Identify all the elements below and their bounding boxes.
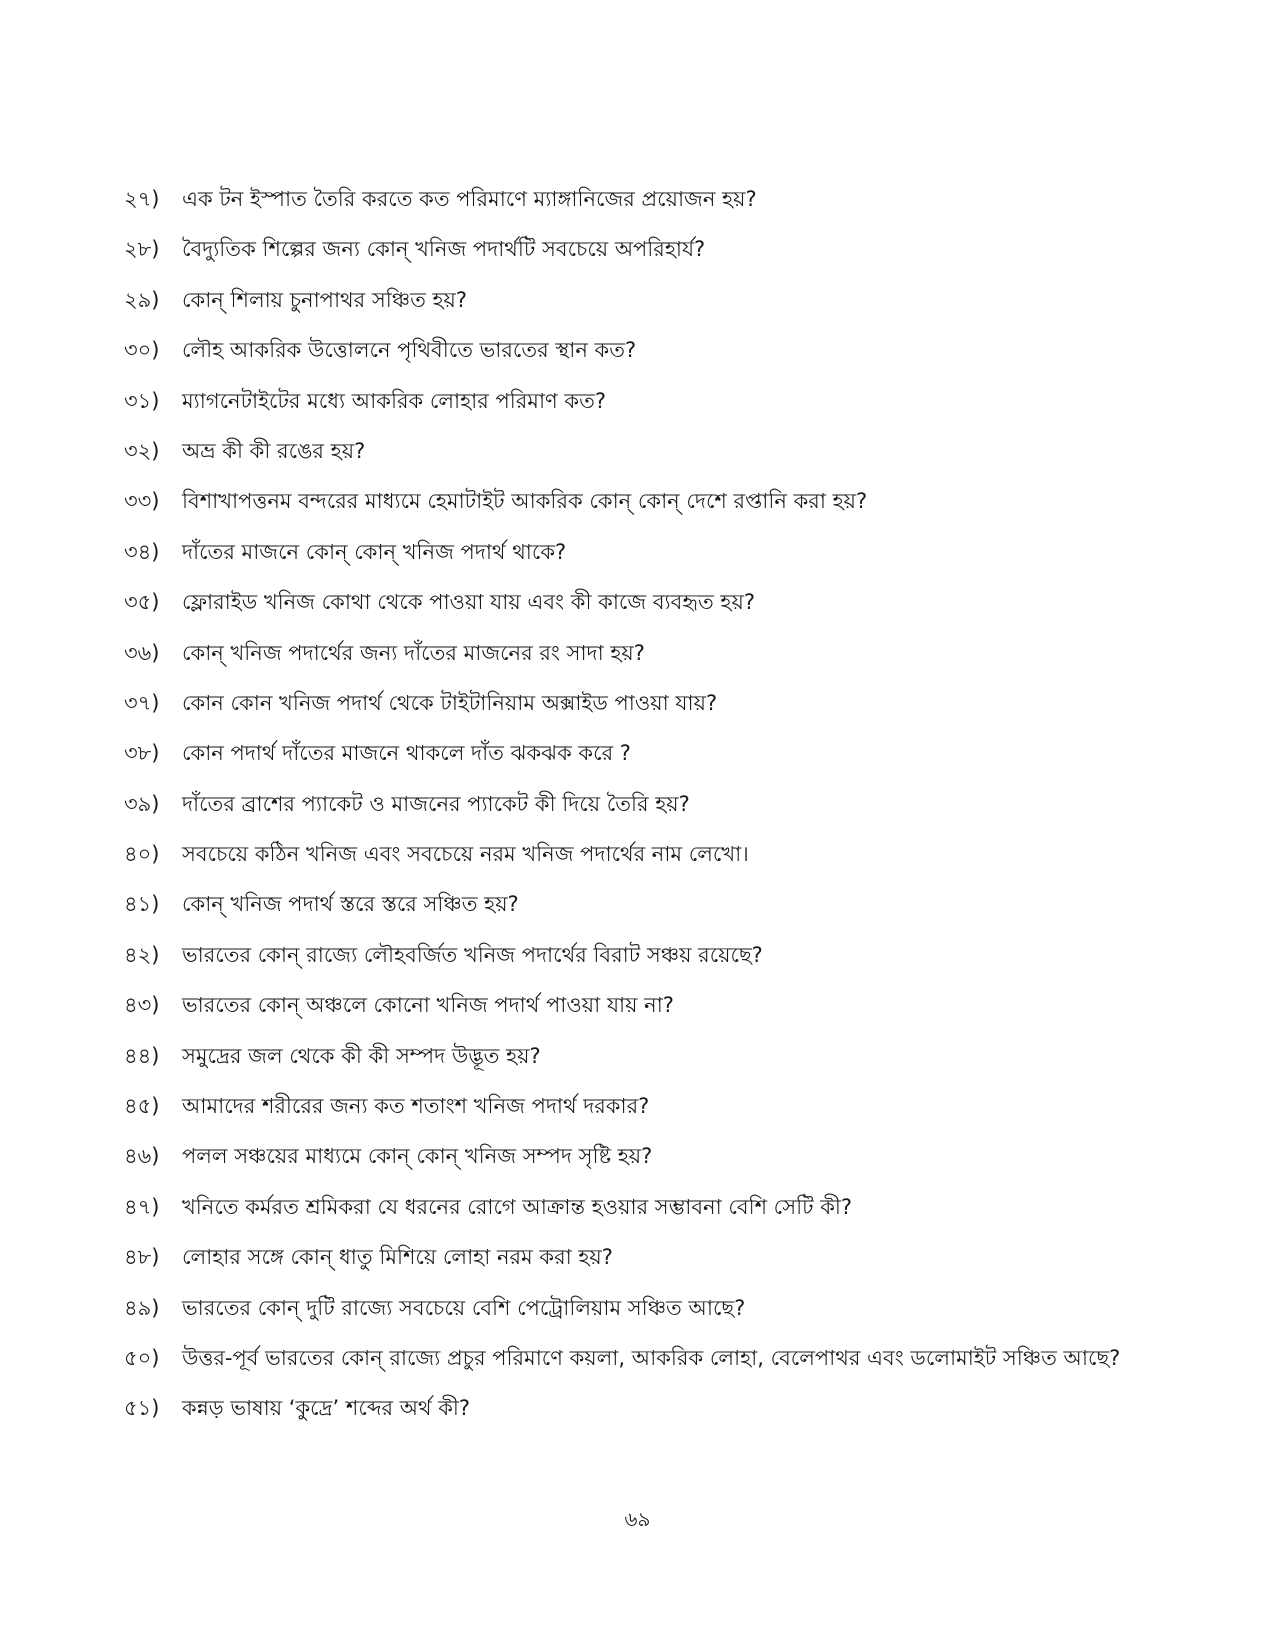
question-text: ভারতের কোন্ দুটি রাজ্যে সবচেয়ে বেশি পেট্রোলিয়াম সঞ্চিত আছে?	[182, 1295, 746, 1320]
question-text: পলল সঞ্চয়ের মাধ্যমে কোন্ কোন্ খনিজ সম্পদ সৃষ্টি হয়?	[182, 1144, 653, 1169]
question-text: দাঁতের মাজনে কোন্ কোন্ খনিজ পদার্থ থাকে?	[182, 539, 567, 564]
question-number: ৩৪)	[124, 539, 160, 564]
question-number: ৩৮)	[124, 741, 160, 766]
question-item	[124, 788, 1124, 820]
question-text: কোন্ খনিজ পদার্থের জন্য দাঁতের মাজনের রং সাদা হয়?	[182, 640, 645, 665]
question-text: কন্নড় ভাষায় ‘কুদ্রে’ শব্দের অর্থ কী?	[182, 1396, 471, 1421]
question-item	[124, 233, 1124, 265]
question-text: ভারতের কোন্ রাজ্যে লৌহবর্জিত খনিজ পদার্থের বিরাট সঞ্চয় রয়েছে?	[182, 942, 763, 967]
question-number: ৪২)	[124, 942, 160, 967]
question-item	[124, 1040, 1124, 1072]
question-number: ৪৩)	[124, 993, 160, 1018]
question-item	[124, 838, 1124, 870]
question-text: ফ্লোরাইড খনিজ কোথা থেকে পাওয়া যায় এবং কী কাজে ব্যবহৃত হয়?	[182, 590, 755, 615]
question-number: ৩০)	[124, 338, 160, 363]
question-text: এক টন ইস্পাত তৈরি করতে কত পরিমাণে ম্যাঙ্গানিজের প্রয়োজন হয়?	[182, 187, 757, 211]
question-number: ৩২)	[124, 438, 160, 463]
question-number: ৩৬)	[124, 640, 160, 665]
question-number: ৪৫)	[124, 1094, 160, 1119]
question-item	[124, 334, 1124, 366]
question-number: ৫০)	[124, 1345, 160, 1370]
question-text: কোন পদার্থ দাঁতের মাজনে থাকলে দাঁত ঝকঝক করে ?	[182, 741, 631, 766]
question-item	[124, 1140, 1124, 1172]
page-number: ৬৯	[624, 1507, 651, 1531]
question-text: কোন কোন খনিজ পদার্থ থেকে টাইটানিয়াম অক্সাইড পাওয়া যায়?	[182, 690, 718, 715]
question-text: সমুদ্রের জল থেকে কী কী সম্পদ উদ্ভূত হয়?	[182, 1043, 541, 1068]
question-number: ৩৭)	[124, 690, 160, 715]
question-item	[124, 536, 1124, 568]
question-number: ৪৪)	[124, 1043, 160, 1068]
question-item	[124, 939, 1124, 971]
question-item	[124, 637, 1124, 669]
question-number: ৩৯)	[124, 791, 160, 816]
question-item	[124, 888, 1124, 920]
question-item	[124, 183, 1124, 215]
question-number: ৪৬)	[124, 1144, 160, 1169]
question-item	[124, 284, 1124, 316]
question-item	[124, 687, 1124, 719]
question-item	[124, 485, 1124, 517]
question-text: দাঁতের ব্রাশের প্যাকেট ও মাজনের প্যাকেট কী দিয়ে তৈরি হয়?	[182, 791, 690, 816]
question-item	[124, 435, 1124, 467]
question-number: ২৭)	[124, 187, 160, 211]
question-text: বৈদ্যুতিক শিল্পের জন্য কোন্ খনিজ পদার্থটি সবচেয়ে অপরিহার্য?	[182, 237, 706, 262]
question-list	[124, 183, 1124, 1443]
question-text: ম্যাগনেটাইটের মধ্যে আকরিক লোহার পরিমাণ কত?	[182, 388, 607, 413]
question-number: ২৯)	[124, 287, 160, 312]
question-item	[124, 1342, 1124, 1374]
question-text: লৌহ আকরিক উত্তোলনে পৃথিবীতে ভারতের স্থান কত?	[182, 338, 637, 363]
question-item	[124, 1392, 1124, 1424]
question-number: ৪৭)	[124, 1194, 160, 1219]
question-item	[124, 989, 1124, 1021]
question-item	[124, 1090, 1124, 1122]
question-text: লোহার সঙ্গে কোন্ ধাতু মিশিয়ে লোহা নরম করা হয়?	[182, 1245, 613, 1270]
question-number: ২৮)	[124, 237, 160, 262]
question-item	[124, 1241, 1124, 1273]
question-number: ৫১)	[124, 1396, 160, 1421]
question-text: উত্তর-পূর্ব ভারতের কোন্ রাজ্যে প্রচুর পরিমাণে কয়লা, আকরিক লোহা, বেলেপাথর এবং ডলোমাইট সঞ্চিত আছে?	[182, 1345, 1121, 1370]
question-number: ৩১)	[124, 388, 160, 413]
question-number: ৪০)	[124, 842, 160, 867]
question-number: ৪৯)	[124, 1295, 160, 1320]
question-number: ৪৮)	[124, 1245, 160, 1270]
question-text: অভ্র কী কী রঙের হয়?	[182, 438, 366, 463]
question-text: সবচেয়ে কঠিন খনিজ এবং সবচেয়ে নরম খনিজ পদার্থের নাম লেখো।	[182, 842, 749, 867]
question-item	[124, 737, 1124, 769]
question-text: কোন্ খনিজ পদার্থ স্তরে স্তরে সঞ্চিত হয়?	[182, 892, 519, 917]
question-text: আমাদের শরীরের জন্য কত শতাংশ খনিজ পদার্থ দরকার?	[182, 1094, 650, 1119]
question-text: খনিতে কর্মরত শ্রমিকরা যে ধরনের রোগে আক্রান্ত হওয়ার সম্ভাবনা বেশি সেটি কী?	[182, 1194, 853, 1219]
question-item	[124, 1292, 1124, 1324]
question-number: ৩৩)	[124, 489, 160, 514]
question-item	[124, 385, 1124, 417]
question-text: কোন্ শিলায় চুনাপাথর সঞ্চিত হয়?	[182, 287, 468, 312]
question-item	[124, 1191, 1124, 1223]
question-text: ভারতের কোন্ অঞ্চলে কোনো খনিজ পদার্থ পাওয়া যায় না?	[182, 993, 674, 1018]
question-text: বিশাখাপত্তনম বন্দরের মাধ্যমে হেমাটাইট আকরিক কোন্ কোন্ দেশে রপ্তানি করা হয়?	[182, 489, 868, 514]
question-number: ৪১)	[124, 892, 160, 917]
question-number: ৩৫)	[124, 590, 160, 615]
question-item	[124, 586, 1124, 618]
